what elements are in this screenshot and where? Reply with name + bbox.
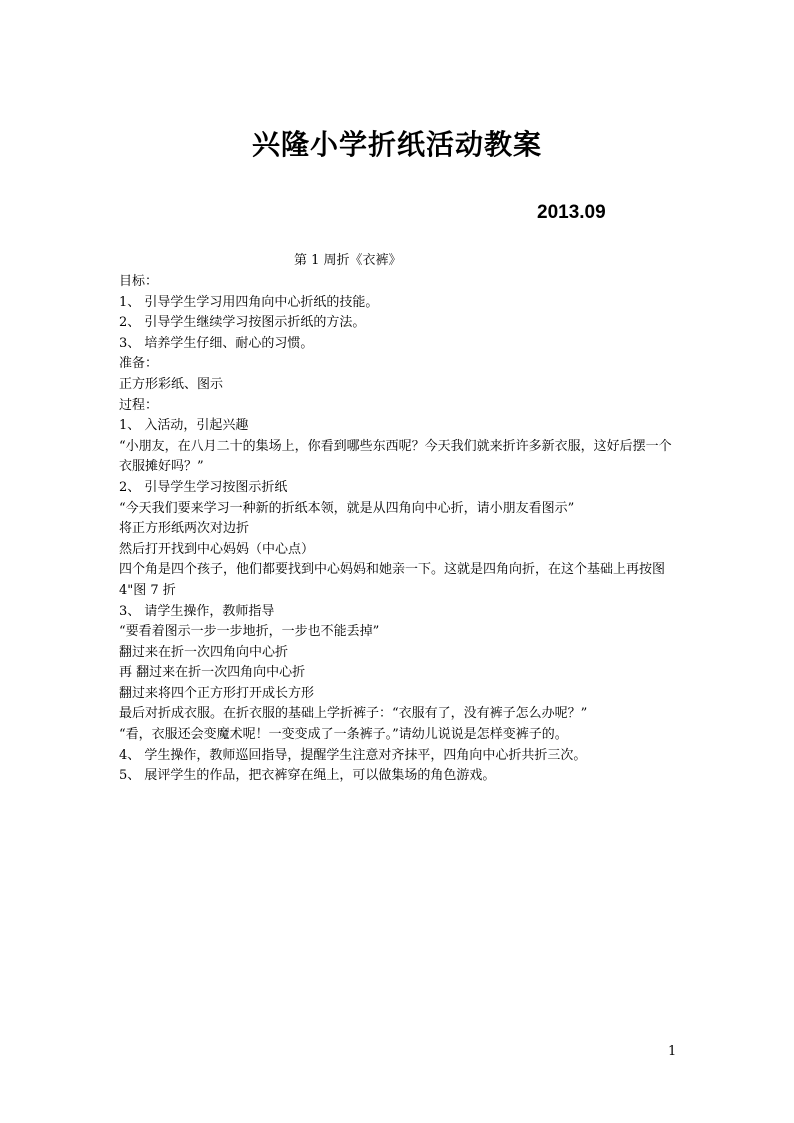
body-line: 2、 引导学生学习按图示折纸 <box>119 479 288 495</box>
body-line: 准备： <box>119 356 159 372</box>
body-line: 4、 学生操作，教师巡回指导，提醒学生注意对齐抹平，四角向中心折共折三次。 <box>119 747 587 763</box>
document-date: 2013.09 <box>537 202 606 223</box>
document-title: 兴隆小学折纸活动教案 <box>251 128 542 161</box>
body-line: 翻过来在折一次四角向中心折 <box>119 644 289 660</box>
body-line: “小朋友，在八月二十的集场上，你看到哪些东西呢？今天我们就来折许多新衣服，这好后摆一个衣服摊好吗？” <box>119 438 672 475</box>
lesson-subtitle: 第 1 周折《衣裤》 <box>294 253 402 268</box>
body-line: 翻过来将四个正方形打开成长方形 <box>119 685 315 701</box>
body-line: 2、 引导学生继续学习按图示折纸的方法。 <box>119 315 366 331</box>
body-line: 1、 引导学生学习用四角向中心折纸的技能。 <box>119 294 379 310</box>
body-line: 目标： <box>119 274 159 289</box>
body-line: 然后打开找到中心妈妈（中心点） <box>119 541 315 557</box>
body-line: “要看着图示一步一步地折，一步也不能丢掉” <box>119 624 380 640</box>
body-line: 5、 展评学生的作品，把衣裤穿在绳上，可以做集场的角色游戏。 <box>119 768 496 784</box>
body-line: 正方形彩纸、图示 <box>119 376 224 392</box>
body-line: “今天我们要来学习一种新的折纸本领，就是从四角向中心折，请小朋友看图示” <box>119 500 575 516</box>
body-line: 3、 请学生操作，教师指导 <box>119 603 275 619</box>
body-line: 3、 培养学生仔细、耐心的习惯。 <box>119 335 314 351</box>
body-line: 最后对折成衣服。在折衣服的基础上学折裤子：“衣服有了，没有裤子怎么办呢？” <box>119 706 588 722</box>
body-line: 过程： <box>119 397 159 413</box>
body-line: 1、 入活动，引起兴趣 <box>119 418 249 434</box>
body-line: 四个角是四个孩子，他们都要找到中心妈妈和她亲一下。这就是四角向折，在这个基础上再按图 4"图 7 折 <box>119 562 666 598</box>
body-line: “看，衣服还会变魔术呢！一变变成了一条裤子。”请幼儿说说是怎样变裤子的。 <box>119 727 568 743</box>
body-line: 再 翻过来在折一次四角向中心折 <box>119 665 306 681</box>
page-number: 1 <box>668 1044 677 1059</box>
lesson-body <box>119 272 681 787</box>
body-line: 将正方形纸两次对边折 <box>119 521 250 537</box>
